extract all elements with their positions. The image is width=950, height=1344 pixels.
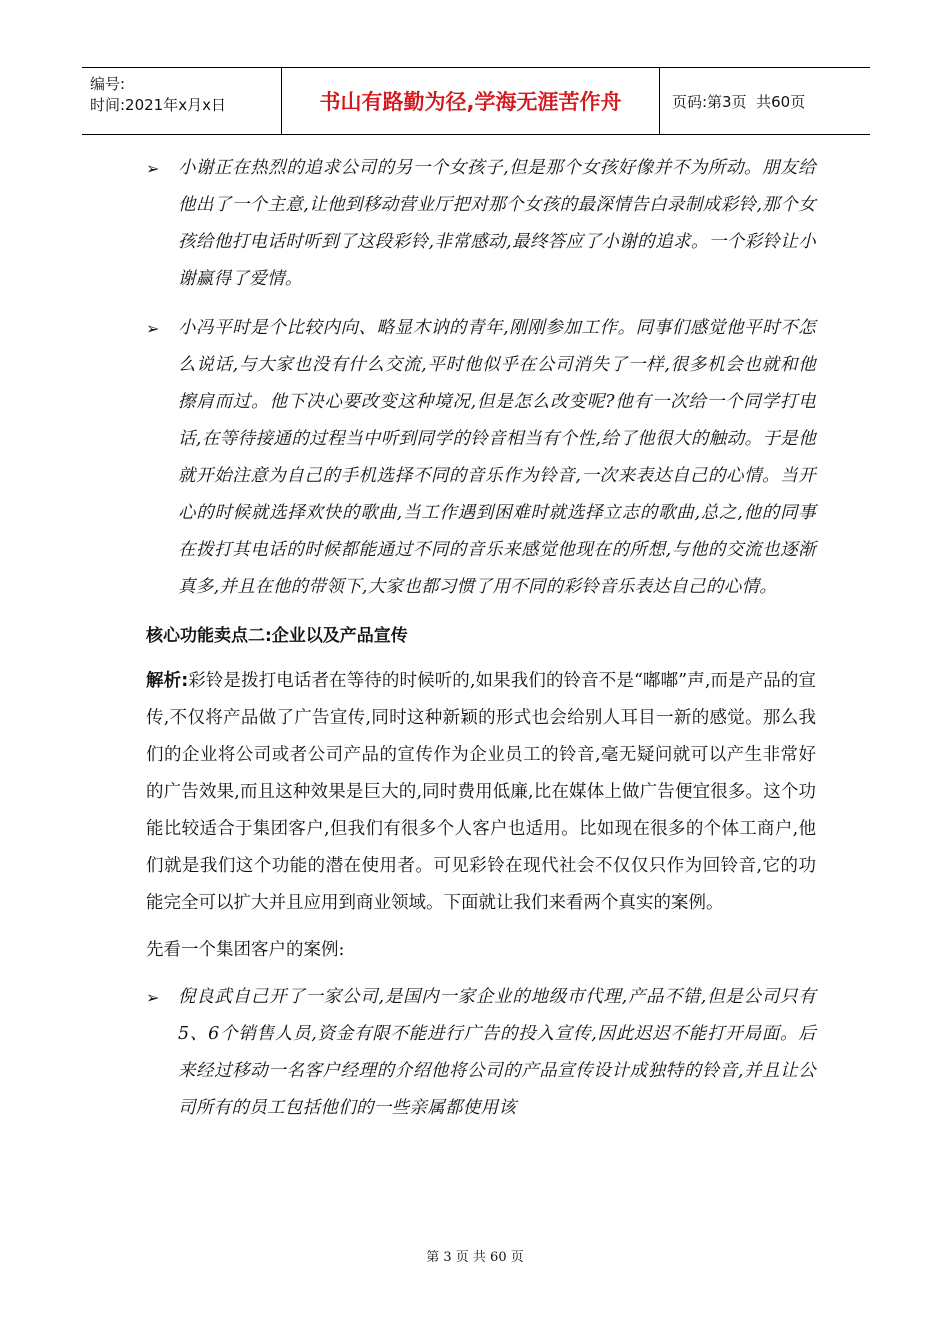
- page-footer: 第 3 页 共 60 页: [426, 1250, 524, 1265]
- header-motto: 书山有路勤为径,学海无涯苦作舟: [282, 68, 660, 134]
- analysis-text: 彩铃是拨打电话者在等待的时候听的,如果我们的铃音不是“嘟嘟”声,而是产品的宣传,不仅将产品做了广告宣传,同时这种新颖的形式也会给别人耳目一新的感觉。那么我们的企业将公司或者公司产品的宣传作为企业员工的铃音,毫无疑问就可以产生非常好的广告效果,而且这种效果是巨大的,同时费用低廉,比在媒体上做广告便宜很多。这个功能比较适合于集团客户,但我们有很多个人客户也适用。比如现在很多的个体工商户,他们就是我们这个功能的潜在使用者。可见彩铃在现代社会不仅仅只作为回铃音,它的功能完全可以扩大并且应用到商业领域。下面就让我们来看两个真实的案例。: [146, 671, 816, 913]
- intro-line: 先看一个集团客户的案例:: [146, 940, 345, 960]
- header-page-info-text: 页码:第3页 共60页: [672, 92, 806, 111]
- page-header: [82, 67, 870, 135]
- case-text: 小冯平时是个比较内向、略显木讷的青年,刚刚参加工作。同事们感觉他平时不怎么说话,与大家也没有什么交流,平时他似乎在公司消失了一样,很多机会也就和他擦肩而过。他下决心要改变这种境况,但是怎么改变呢?他有一次给一个同学打电话,在等待接通的过程当中听到同学的铃音相当有个性,给了他很大的触动。于是他就开始注意为自己的手机选择不同的音乐作为铃音,一次来表达自己的心情。当开心的时候就选择欢快的歌曲,当工作遇到困难时就选择立志的歌曲,总之,他的同事在拨打其电话的时候都能通过不同的音乐来感觉他现在的所想,与他的交流也逐渐真多,并且在他的带领下,大家也都习惯了用不同的彩铃音乐表达自己的心情。: [178, 318, 816, 597]
- header-date-label: 时间:2021年x月x日: [90, 96, 226, 114]
- case-text: 倪良武自己开了一家公司,是国内一家企业的地级市代理,产品不错,但是公司只有5、6个销售人员,资金有限不能进行广告的投入宣传,因此迟迟不能打开局面。后来经过移动一名客户经理的介绍他将公司的产品宣传设计成独特的铃音,并且让公司所有的员工包括他们的一些亲属都使用该: [178, 987, 816, 1118]
- analysis-paragraph: [146, 663, 816, 922]
- header-page-info: [660, 68, 870, 134]
- case-bullet: [146, 150, 816, 298]
- case-bullet: [146, 310, 816, 606]
- section-heading: 核心功能卖点二:企业以及产品宣传: [146, 626, 408, 646]
- case-bullet: [146, 979, 816, 1127]
- case-text: 小谢正在热烈的追求公司的另一个女孩子,但是那个女孩好像并不为所动。朋友给他出了一个主意,让他到移动营业厅把对那个女孩的最深情告白录制成彩铃,那个女孩给他打电话时听到了这段彩铃,非常感动,最终答应了小谢的追求。一个彩铃让小谢赢得了爱情。: [178, 158, 816, 289]
- arrow-bullet-icon: ➢: [146, 319, 160, 338]
- header-number-label: 编号:: [90, 75, 126, 93]
- page-content: [146, 150, 816, 1139]
- arrow-bullet-icon: ➢: [146, 159, 160, 178]
- arrow-bullet-icon: ➢: [146, 988, 160, 1007]
- header-meta: [82, 68, 282, 134]
- analysis-label: 解析:: [146, 671, 189, 691]
